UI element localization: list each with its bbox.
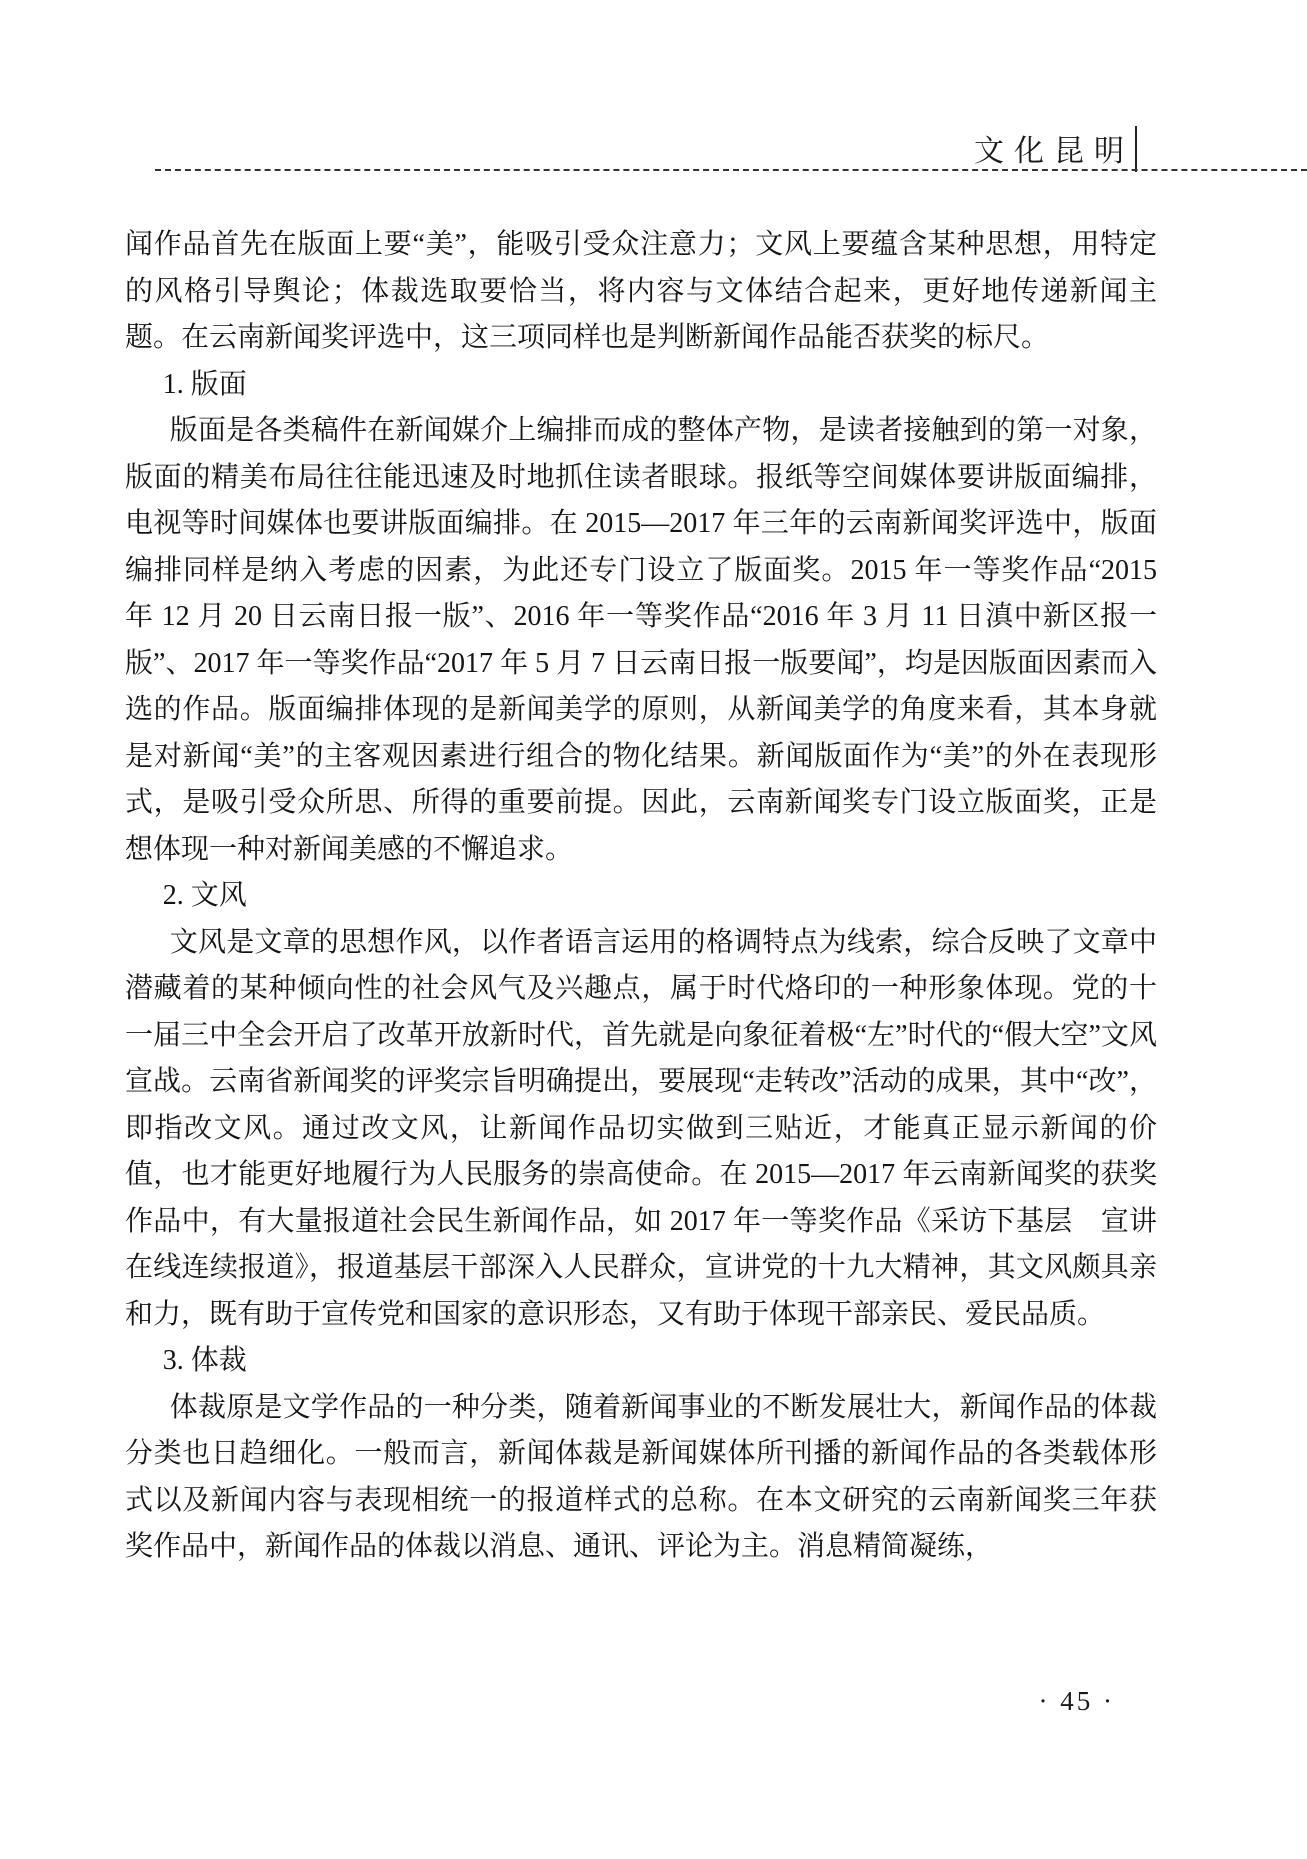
section-heading-genre: 3. 体裁 (162, 1345, 247, 1376)
paragraph-style: 文风是文章的思想作风，以作者语言运用的格调特点为线索，综合反映了文章中潜藏着的某种倾向性的社会风气及兴趣点，属于时代烙印的一种形象体现。党的十一届三中全会开启了改革开放新时代，首先就是向象征着极“左”时代的“假大空”文风宣战。云南省新闻奖的评奖宗旨明确提出，要展现“走转改”活动的成果，其中“改”，即指改文风。通过改文风，让新闻作品切实做到三贴近，才能真正显示新闻的价值，也才能更好地履行为人民服务的崇高使命。在 2015—2017 年云南新闻奖的获奖作品中，有大量报道社会民生新闻作品，如 2017 年一等奖作品《采访下基层 宣讲在线连续报道》，报道基层干部深入人民群众，宣讲党的十九大精神，其文风颇具亲和力，既有助于宣传党和国家的意识形态，又有助于体现干部亲民、爱民品质。 (125, 926, 1157, 1330)
header-vertical-divider (1135, 126, 1137, 172)
section-heading-layout: 1. 版面 (162, 368, 247, 400)
paragraph-continuation: 闻作品首先在版面上要“美”，能吸引受众注意力；文风上要蕴含某种思想，用特定的风格引导舆论；体裁选取要恰当，将内容与文体结合起来，更好地传递新闻主题。在云南新闻奖评选中，这三项同样也是判断新闻作品能否获奖的标尺。 (125, 229, 1157, 353)
paragraph-genre: 体裁原是文学作品的一种分类，随着新闻事业的不断发展壮大，新闻作品的体裁分类也日趋细化。一般而言，新闻体裁是新闻媒体所刊播的新闻作品的各类载体形式以及新闻内容与表现相统一的报道样式的总称。在本文研究的云南新闻奖三年获奖作品中，新闻作品的体裁以消息、通讯、评论为主。消息精简凝练， (125, 1391, 1157, 1562)
header-dashed-rule (155, 169, 1307, 171)
page-number: · 45 · (1038, 1686, 1115, 1716)
section-heading-style: 2. 文风 (162, 880, 247, 911)
article-body (125, 222, 1157, 1571)
paragraph-layout: 版面是各类稿件在新闻媒介上编排而成的整体产物，是读者接触到的第一对象，版面的精美布局往往能迅速及时地抓住读者眼球。报纸等空间媒体要讲版面编排，电视等时间媒体也要讲版面编排。在 2015—2017 年三年的云南新闻奖评选中，版面编排同样是纳入考虑的因素，为此还专门设立了版面奖。2015 年一等奖作品“2015 年 12 月 20 日云南日报一版”、2016 年一等奖作品“2016 年 3 月 11 日滇中新区报一版”、2017 年一等奖作品“2017 年 5 月 7 日云南日报一版要闻”，均是因版面因素而入选的作品。版面编排体现的是新闻美学的原则，从新闻美学的角度来看，其本身就是对新闻“美”的主客观因素进行组合的物化结果。新闻版面作为“美”的外在表现形式，是吸引受众所思、所得的重要前提。因此，云南新闻奖专门设立版面奖，正是想体现一种对新闻美感的不懈追求。 (125, 415, 1157, 865)
header-title: 文化昆明 (974, 135, 1134, 168)
